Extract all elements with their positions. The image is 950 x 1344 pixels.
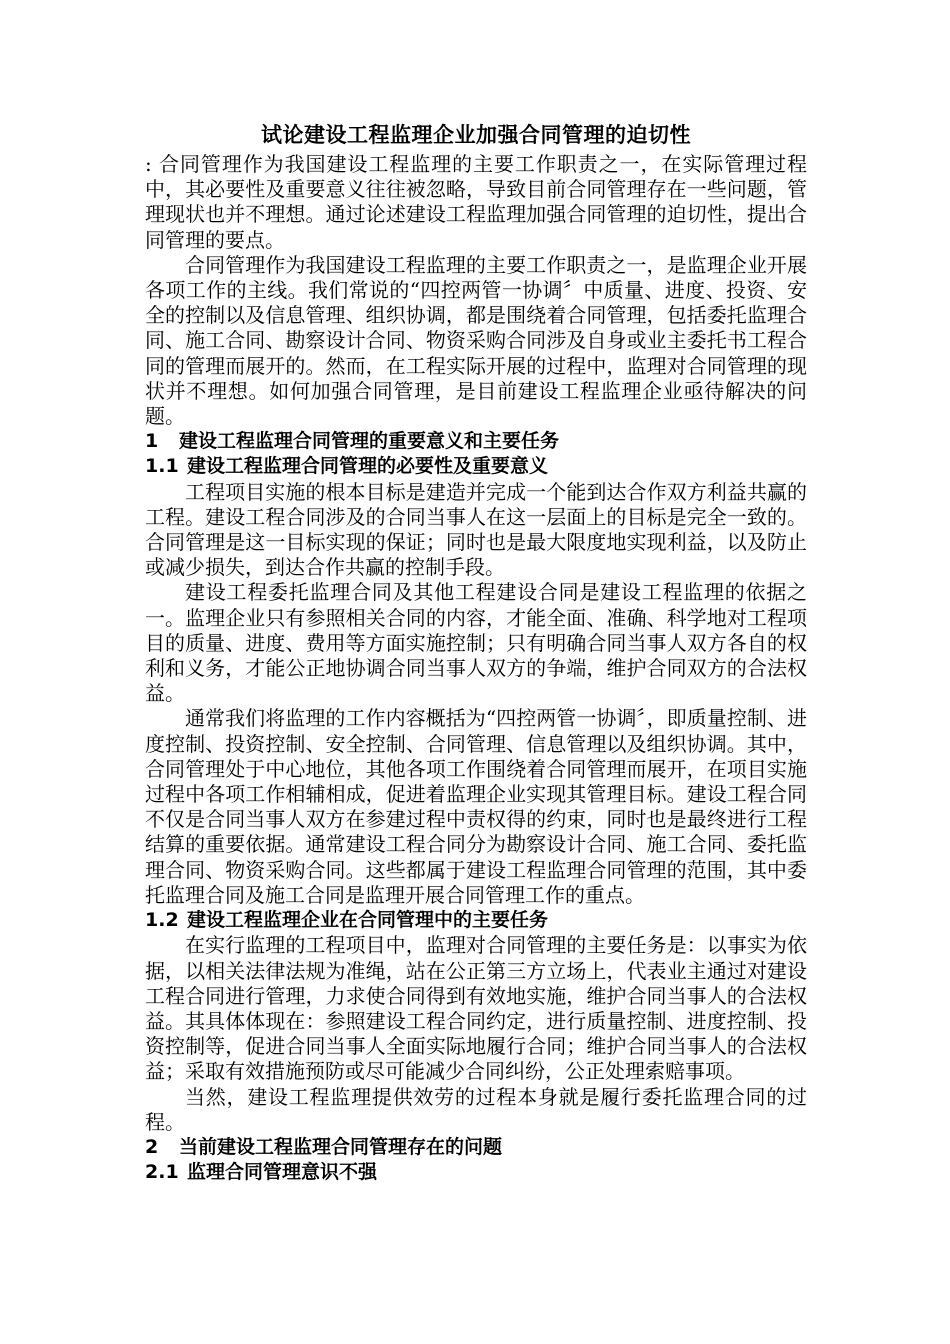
document-page <box>145 118 807 1185</box>
section-1-1-number: 1.1 <box>145 455 179 478</box>
section-1-2-heading <box>145 908 807 933</box>
section-1-2-title: 建设工程监理企业在合同管理中的主要任务 <box>187 909 549 932</box>
section-1-1-title: 建设工程监理合同管理的必要性及重要意义 <box>187 455 549 478</box>
intro-paragraph: 合同管理作为我国建设工程监理的主要工作职责之一，是监理企业开展各项工作的主线。我们常说的“四控两管一协调〞中质量、进度、投资、安全的控制以及信息管理、组织协调，都是围绕着合同管理，包括委托监理合同、施工合同、勘察设计合同、物资采购合同涉及自身或业主委托书工程合同的管理而展开的。然而，在工程实际开展的过程中，监理对合同管理的现状并不理想。如何加强合同管理，是目前建设工程监理企业亟待解决的问题。 <box>145 252 807 429</box>
section-2-1-title: 监理合同管理意识不强 <box>187 1161 378 1184</box>
section-2-1-heading <box>145 1160 807 1185</box>
section-2-title: 当前建设工程监理合同管理存在的问题 <box>179 1135 503 1158</box>
section-1-number: 1 <box>145 430 159 453</box>
section-2-number: 2 <box>145 1135 159 1158</box>
section-2-heading <box>145 1135 807 1160</box>
section-2-1-number: 2.1 <box>145 1161 179 1184</box>
section-1-1-heading <box>145 454 807 479</box>
section-1-1-paragraph-3: 通常我们将监理的工作内容概括为“四控两管一协调〞，即质量控制、进度控制、投资控制、安全控制、合同管理、信息管理以及组织协调。其中，合同管理处于中心地位，其他各项工作围绕着合同管理而展开，在项目实施过程中各项工作相辅相成，促进着监理企业实现其管理目标。建设工程合同不仅是合同当事人双方在参建过程中责权得的约束，同时也是最终进行工程结算的重要依据。通常建设工程合同分为勘察设计合同、施工合同、委托监理合同、物资采购合同。这些都属于建设工程监理合同管理的范围，其中委托监理合同及施工合同是监理开展合同管理工作的重点。 <box>145 706 807 907</box>
document-title: 试论建设工程监理企业加强合同管理的迫切性 <box>261 123 691 147</box>
section-1-1-paragraph-1: 工程项目实施的根本目标是建造并完成一个能到达合作双方利益共赢的工程。建设工程合同涉及的合同当事人在这一层面上的目标是完全一致的。合同管理是这一目标实现的保证；同时也是最大限度地实现利益，以及防止或减少损失，到达合作共赢的控制手段。 <box>145 479 807 580</box>
section-1-2-paragraph-2: 当然，建设工程监理提供效劳的过程本身就是履行委托监理合同的过程。 <box>145 1084 807 1134</box>
section-1-heading <box>145 429 807 454</box>
section-1-2-number: 1.2 <box>145 909 179 932</box>
abstract-paragraph: : 合同管理作为我国建设工程监理的主要工作职责之一，在实际管理过程中，其必要性及重要意义往往被忽略，导致目前合同管理存在一些问题，管理现状也并不理想。通过论述建设工程监理加强合同管理的迫切性，提出合同管理的要点。 <box>145 152 807 252</box>
section-1-2-paragraph-1: 在实行监理的工程项目中，监理对合同管理的主要任务是：以事实为依据，以相关法律法规为准绳，站在公正第三方立场上，代表业主通过对建设工程合同进行管理，力求使合同得到有效地实施，维护合同当事人的合法权益。其具体体现在：参照建设工程合同约定，进行质量控制、进度控制、投资控制等，促进合同当事人全面实际地履行合同；维护合同当事人的合法权益；采取有效措施预防或尽可能减少合同纠纷，公正处理索赔事项。 <box>145 933 807 1084</box>
section-1-1-paragraph-2: 建设工程委托监理合同及其他工程建设合同是建设工程监理的依据之一。监理企业只有参照相关合同的内容，才能全面、准确、科学地对工程项目的质量、进度、费用等方面实施控制；只有明确合同当事人双方各自的权利和义务，才能公正地协调合同当事人双方的争端，维护合同双方的合法权益。 <box>145 580 807 706</box>
section-1-title: 建设工程监理合同管理的重要意义和主要任务 <box>179 430 560 453</box>
